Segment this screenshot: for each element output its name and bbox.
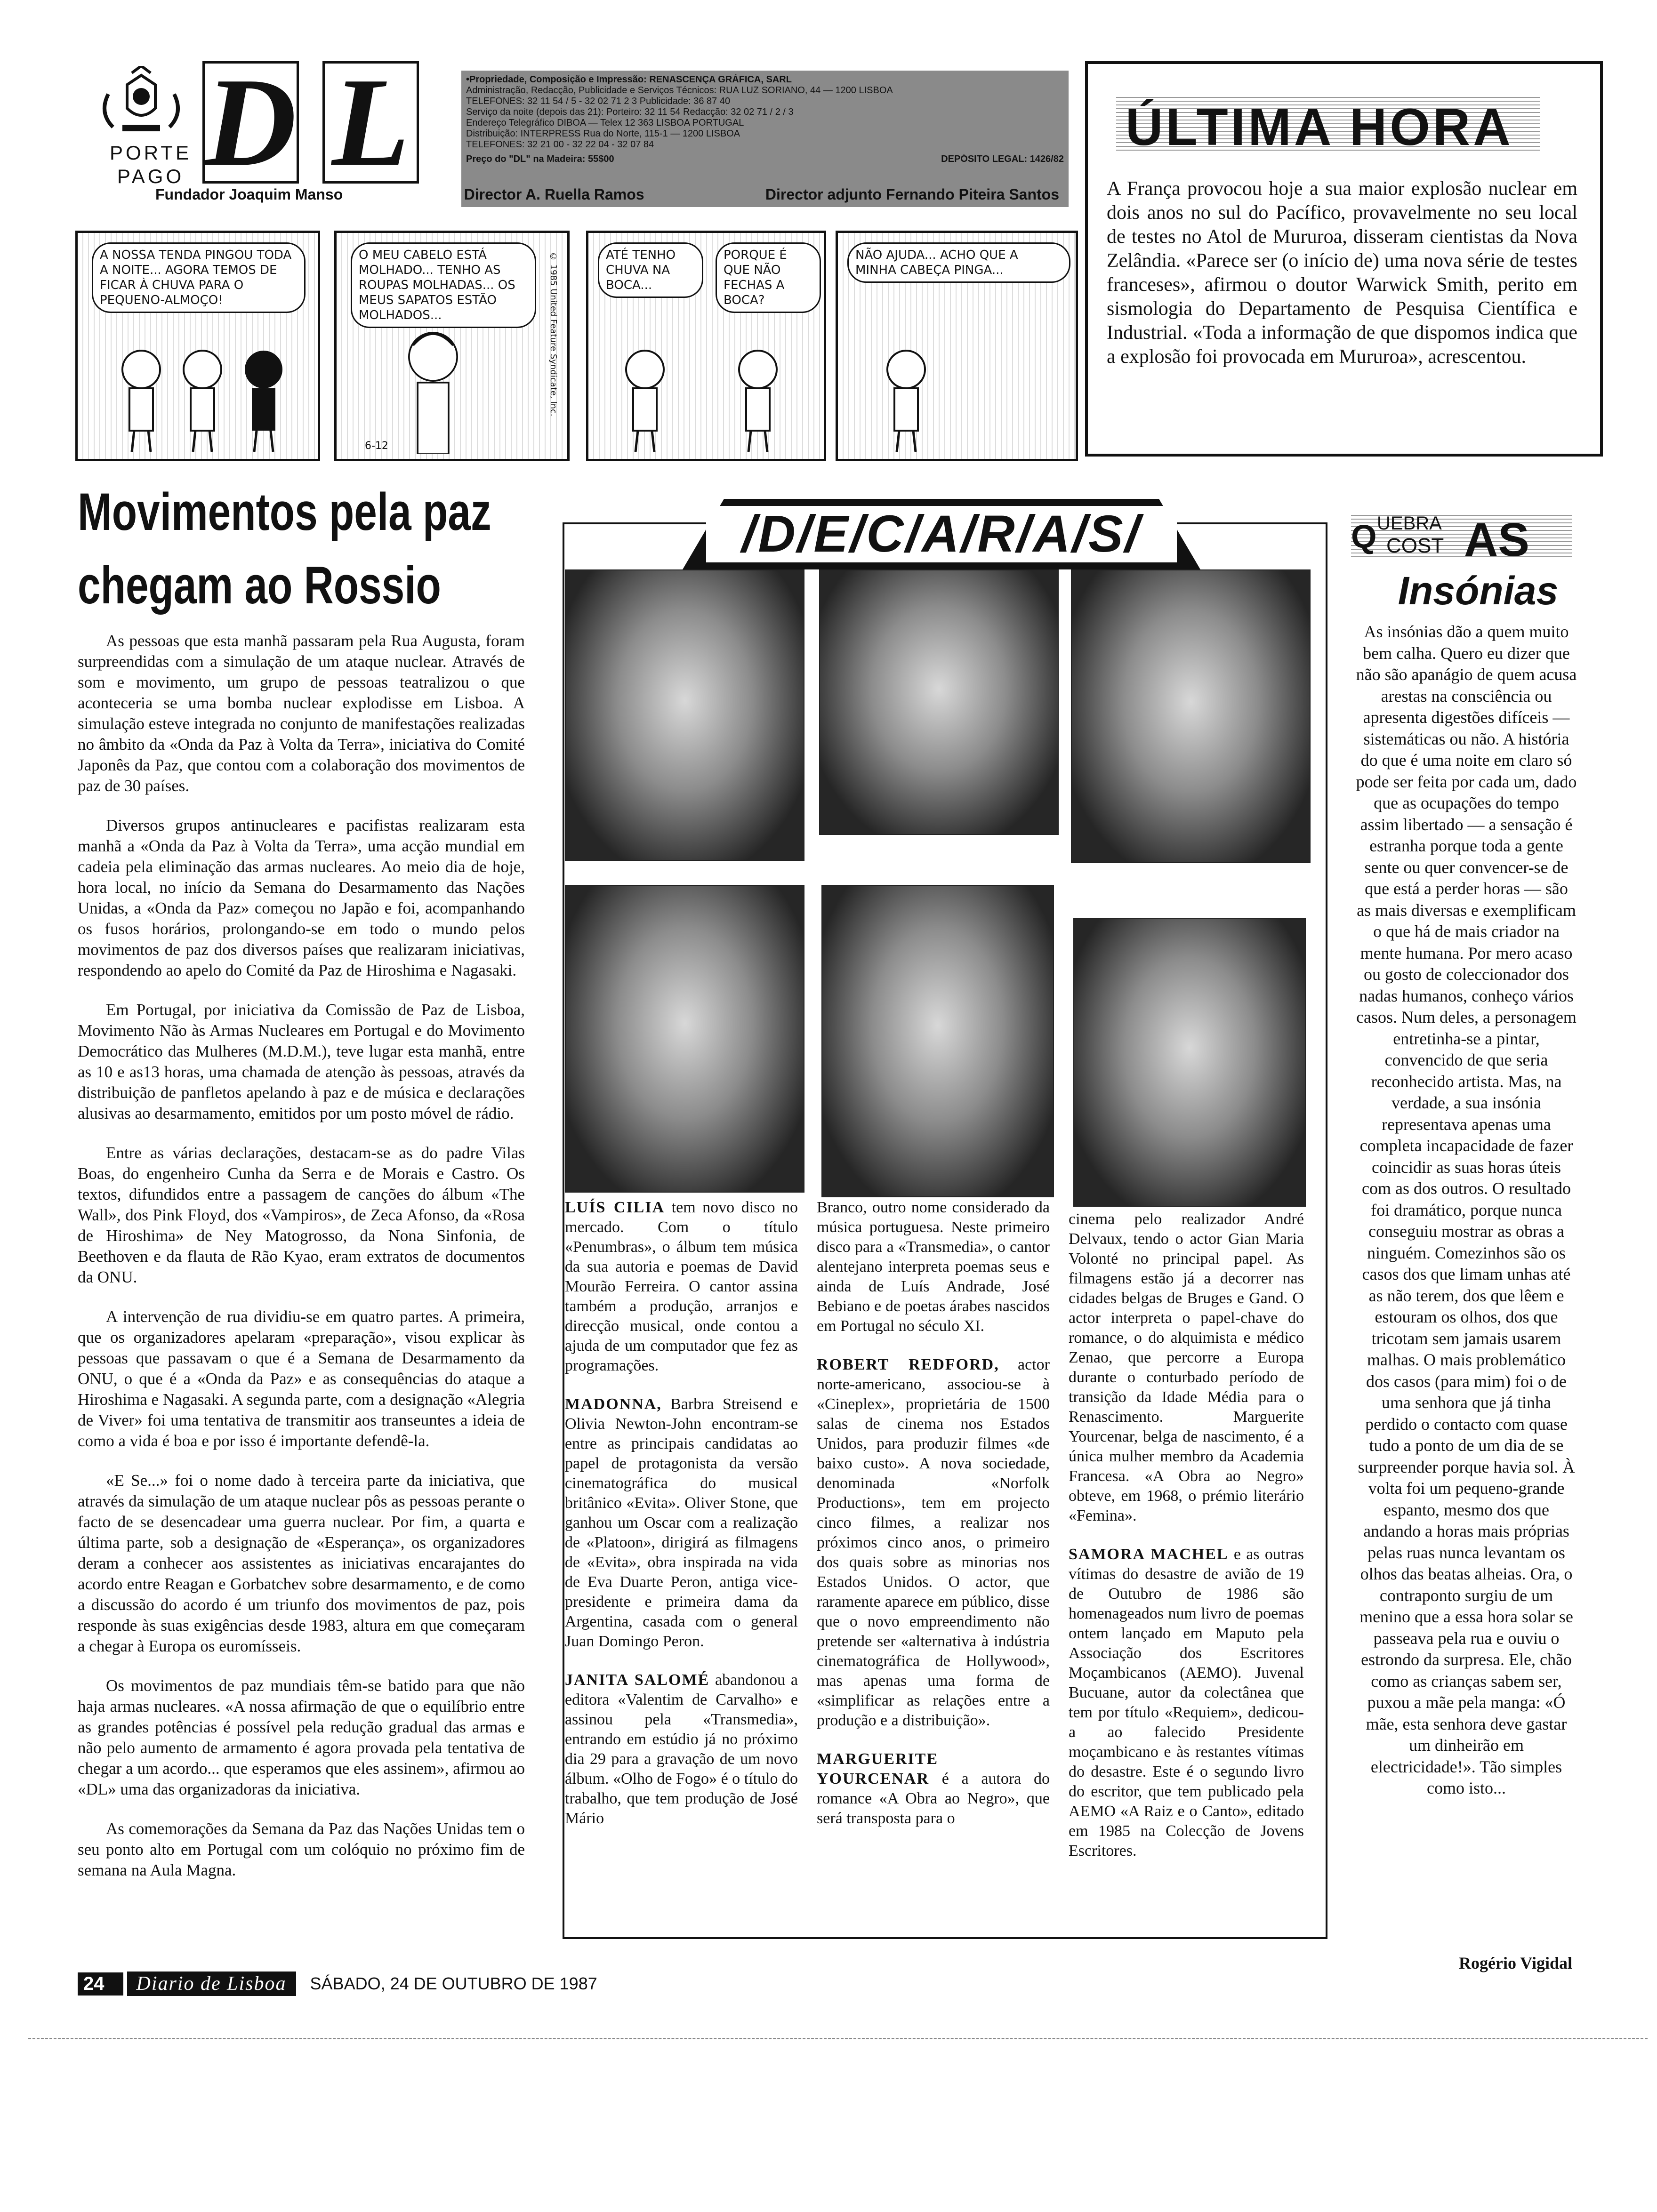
ultima-hora-text: A França provocou hoje a sua maior explosão nuclear em dois anos no sul do Pacífico, provavelmente no seu local de testes no Atol de Mururoa, disseram cientistas da Nova Zelândia. «Parece ser (o início de) uma nova série de testes franceses», afirmou o doutor Warwick Smith, perito em sismologia do Departamento de Pesquisa Científica e Industrial. «Toda a informação de que dispomos indica que a explosão foi provocada em Mururoa», acrescentou.: [1107, 178, 1577, 368]
decaras-item-name: SAMORA MACHEL: [1069, 1546, 1229, 1563]
decaras-item: [1069, 1210, 1304, 1526]
child-figure-icon: [876, 346, 937, 454]
porte-pago-label: [104, 141, 198, 188]
legal-deposit-text: DEPÓSITO LEGAL: 1426/82: [941, 154, 1064, 164]
photo-madonna: [819, 569, 1059, 835]
ultima-hora-title: ÚLTIMA HORA: [1126, 98, 1513, 156]
logo-letter-l: L: [322, 61, 419, 184]
child-figure-icon: [181, 346, 224, 454]
child-figure-icon: [242, 346, 285, 454]
comic-panel-4: [836, 231, 1078, 461]
decaras-item-text: actor norte-americano, associou-se à «Cineplex», proprietária de 1500 salas de cinema nos Estados Unidos, para produzir filmes «de baixo custo». A nova sociedade, denominada «Norfolk Productions», tem em projecto cinco filmes, a realizar nos próximos cinco anos, o primeiro dos quais sobre as minorias nos Estados Unidos. O actor, que raramente aparece em público, disse que o novo empreendimento não pretende ser «alternativa à indústria cinematográfica de Hollywood», mas apenas uma forma de «simplificar as relações entre a produção e a distribuição».: [817, 1356, 1050, 1729]
comic-panel-2: [334, 231, 570, 461]
decaras-item-text: Branco, outro nome considerado da música portuguesa. Neste primeiro disco para a «Transmedia», o cantor alentejano interpreta poemas seus e ainda de Luís Andrade, José Bebiano e de poetas árabes nascidos em Portugal no século XI.: [817, 1199, 1050, 1335]
decaras-item-name: LUÍS CILIA: [565, 1199, 665, 1216]
article-paragraph: «E Se...» foi o nome dado à terceira parte da iniciativa, que através da simulação de um ataque nuclear pôs as pessoas perante o facto de se desencadear uma guerra nuclear. Por fim, a quarta e última parte, sob a designação de «Esperança», os organizadores deram a conhecer aos assistentes as iniciativas encarajantes do acordo entre Reagan e Gorbatchev sobre desarmamento, e de como a discussão do acordo é um triunfo dos movimentos de paz, pois responde às suas exigências desde 1983, altura em que começaram a chegar à Europa os euromísseis.: [78, 1471, 525, 1655]
imprint-line: Endereço Telegráfico DIBOA — Telex 12 363 LISBOA PORTUGAL: [466, 118, 744, 128]
decaras-item-name: MADONNA,: [565, 1395, 662, 1413]
decaras-item-text: Barbra Streisend e Olivia Newton-John encontram-se entre as principais candidatas ao papel de protagonista da versão cinematográfica do musical britânico «Evita». Oliver Stone, que ganhou um Oscar com a realização de «Platoon», dirigirá as filmagens de «Evita», obra inspirada na vida de Eva Duarte Peron, antiga vice-presidente e primeira dama da Argentina, casada com o general Juan Domingo Peron.: [565, 1395, 798, 1650]
paper-name: Diario de Lisboa: [127, 1972, 296, 1996]
photo-luis-cilia: [565, 569, 804, 861]
pago-text: PAGO: [117, 165, 185, 187]
page-number: 24: [78, 1972, 123, 1996]
imprint-line: TELEFONES: 32 11 54 / 5 - 32 02 71 2 3 Publicidade: 36 87 40: [466, 96, 731, 106]
quebra-costas-headline: Insónias: [1398, 569, 1559, 613]
price-text: Preço do "DL" na Madeira: 55$00: [466, 154, 614, 164]
quebra-costas-as: AS: [1464, 513, 1529, 566]
photo-marguerite-yourcenar: [565, 885, 804, 1193]
decaras-item: [565, 1670, 798, 1828]
quebra-costas-small-1: UEBRA: [1377, 513, 1442, 534]
decaras-item-name: ROBERT REDFORD,: [817, 1356, 999, 1373]
speech-bubble: NÃO AJUDA... ACHO QUE A MINHA CABEÇA PINGA...: [847, 242, 1070, 283]
decaras-item-text: cinema pelo realizador André Delvaux, tendo o actor Gian Maria Volonté no principal papel. As filmagens estão já a decorrer nas cidades belgas de Bruges e Gand. O actor interpreta o papel-chave do romance, o do alquimista e médico Zenao, que percorre a Europa durante o conturbado período de transição da Idade Média para o Renascimento. Marguerite Yourcenar, belga de nascimento, é a única mulher membro da Academia Francesa. «A Obra ao Negro» obteve, em 1968, o prémio literário «Femina».: [1069, 1210, 1304, 1524]
photo-samora-machel: [1073, 918, 1306, 1207]
coat-of-arms-icon: [94, 66, 188, 146]
decaras-item: [1069, 1545, 1304, 1861]
child-figure-icon: [730, 346, 786, 454]
quebra-costas-q: Q: [1351, 518, 1377, 555]
decaras-title: /D/E/C/A/R/A/S/: [741, 505, 1142, 563]
decaras-item-name: MARGUERITE YOURCENAR: [817, 1750, 939, 1787]
decaras-item-name: JANITA SALOMÉ: [565, 1671, 710, 1689]
page-edge-line: [28, 2038, 1648, 2039]
decaras-item-text: e as outras vítimas do desastre de avião de 19 de Outubro de 1986 são homenageados num livro de poemas ontem lançado em Maputo pela Associação dos Escritores Moçambicanos (AEMO). Juvenal Bucuane, autor da colectânea que tem por título «Requiem», dedicou-a ao falecido Presidente moçambicano e às restantes vítimas do desastre. Este é o segundo livro do escritor, que tem publicado pela AEMO «A Raiz e o Canto», editado em 1985 na Colecção de Jovens Escritores.: [1069, 1546, 1304, 1859]
headline-line: chegam ao Rossio: [78, 556, 441, 615]
speech-bubble: A NOSSA TENDA PINGOU TODA A NOITE... AGORA TEMOS DE FICAR À CHUVA PARA O PEQUENO-ALMOÇO!: [92, 242, 306, 313]
article-paragraph: Diversos grupos antinucleares e pacifistas realizaram esta manhã a «Onda da Paz à Volta da Terra», uma acção mundial em cadeia pela eliminação das armas nucleares. Ao meio dia de hoje, hora local, no início da Semana do Desarmamento das Nações Unidas, a «Onda da Paz» começou no Japão e foi, acompanhando os fusos horários, prolongando-se em todo o mundo pelos movimentos de paz dos diversos países que realizaram iniciativas, respondendo ao apelo do Comité da Paz de Hiroshima e Nagasaki.: [78, 816, 525, 979]
photo-robert-redford: [1071, 569, 1311, 863]
comic-panel-3: [586, 231, 826, 461]
decaras-item: [817, 1749, 1050, 1828]
imprint-line: Serviço da noite (depois das 21): Porteiro: 32 11 54 Redacção: 32 02 71 / 2 / 3: [466, 107, 794, 117]
logo-letter-d: D: [202, 61, 299, 184]
decaras-column-2: [817, 1198, 1050, 1847]
child-figure-icon: [120, 346, 162, 454]
imprint-line: TELEFONES: 32 21 00 - 32 22 04 - 32 07 84: [466, 139, 654, 150]
quebra-costas-small-2: COST: [1386, 534, 1444, 557]
founder-text: Fundador Joaquim Manso: [155, 186, 343, 203]
decaras-column-3: [1069, 1210, 1304, 1880]
decaras-item: [817, 1198, 1050, 1336]
speech-bubble: ATÉ TENHO CHUVA NA BOCA...: [598, 242, 703, 298]
speech-bubble: O MEU CABELO ESTÁ MOLHADO... TENHO AS ROUPAS MOLHADAS... OS MEUS SAPATOS ESTÃO MOLHADOS...: [351, 242, 536, 328]
decaras-item: [565, 1395, 798, 1651]
copyright-text: © 1985 United Feature Syndicate, Inc.: [548, 252, 558, 417]
child-figure-icon: [393, 322, 473, 454]
author-byline: Rogério Vigidal: [1459, 1954, 1572, 1972]
child-figure-icon: [617, 346, 673, 454]
quebra-costas-logo: [1351, 508, 1577, 574]
decaras-item: [817, 1355, 1050, 1731]
masthead: [75, 52, 1069, 216]
article-paragraph: Os movimentos de paz mundiais têm-se batido para que não haja armas nucleares. «A nossa afirmação de que o equilíbrio entre as grandes potências é possível pela redução gradual das armas e não pelo aumento de armamento é agora provada pela tentativa de chegar a um acordo... que esperamos que eles assinem», afirmou ao «DL» uma das organizadoras da iniciativa.: [78, 1676, 525, 1798]
main-article-body: [78, 631, 525, 1899]
photo-janita-salome: [821, 885, 1054, 1197]
article-paragraph: A intervenção de rua dividiu-se em quatro partes. A primeira, que os organizadores apelaram «preparação», visou explicar às pessoas que passavam o que é a Semana de Desarmamento da ONU, o que é a «Onda da Paz» e as consequências do ataque a Hiroshima e Nagasaki. A segunda parte, com a designação «Alegria de Viver» foi uma tentativa de transmitir aos transeuntes a ideia de como a vida é boa e por isso é importante defendê-la.: [78, 1307, 525, 1450]
article-paragraph: Em Portugal, por iniciativa da Comissão de Paz de Lisboa, Movimento Não às Armas Nucleares em Portugal e do Movimento Democrático das Mulheres (M.D.M.), teve lugar esta manhã, entre as 10 e as13 horas, uma chamada de atenção às pessoas, através da distribuição de panfletos apelando à paz e de música e declarações alusivas ao desarmamento, emitidos por um posto móvel de rádio.: [78, 1001, 525, 1122]
decaras-item-text: tem novo disco no mercado. Com o título «Penumbras», o álbum tem música da sua autoria e poemas de David Mourão Ferreira. O cantor assina também a produção, arranjos e direcção musical, onde contou a ajuda de um computador que fez as programações.: [565, 1199, 798, 1374]
decaras-item-text: é a autora do romance «A Obra ao Negro», que será transposta para o: [817, 1770, 1050, 1827]
article-paragraph: As pessoas que esta manhã passaram pela Rua Augusta, foram surpreendidas com a simulação de um ataque nuclear. Através de som e movimento, um grupo de pessoas teatralizou o que aconteceria se uma bomba nuclear explodisse em Lisboa. A simulação esteve integrada no conjunto de manifestações realizadas no âmbito da «Onda da Paz à Volta da Terra», iniciativa do Comité Japonês da Paz, que contou com a colaboração dos movimentos de paz de 30 países.: [78, 632, 525, 795]
strip-date: 6-12: [365, 440, 388, 452]
speech-bubble: PORQUE É QUE NÃO FECHAS A BOCA?: [716, 242, 821, 313]
decaras-item-text: abandonou a editora «Valentim de Carvalho» e assinou pela «Transmedia», entrando em estúdio já no próximo dia 29 para a gravação de um novo álbum. «Olho de Fogo» é o título do trabalho, que tem produção de José Mário: [565, 1671, 798, 1827]
article-paragraph: Entre as várias declarações, destacam-se as do padre Vilas Boas, do engenheiro Cunha da Serra e de Morais e Castro. Os textos, difundidos entre a passagem de canções do álbum «The Wall», dos Pink Floyd, dos «Vampiros», de Zeca Afonso, da «Rosa de Hiroshima» de Ney Matogrosso, da Nona Sinfonia, de Beethoven e da flauta de Rão Kyao, eram extratos de documentos da ONU.: [78, 1144, 525, 1286]
main-headline: [78, 475, 491, 622]
decaras-item: [565, 1198, 798, 1376]
article-paragraph: As comemorações da Semana da Paz das Nações Unidas tem o seu ponto alto em Portugal com um colóquio no próximo fim de semana na Aula Magna.: [78, 1819, 525, 1879]
imprint-line: Administração, Redacção, Publicidade e Serviços Técnicos: RUA LUZ SORIANO, 44 — 1200 LISBOA: [466, 85, 893, 96]
imprint-line: •Propriedade, Composição e Impressão: RENASCENÇA GRÁFICA, SARL: [466, 74, 792, 85]
staff-line: [155, 186, 1059, 203]
deputy-director-text: Director adjunto Fernando Piteira Santos: [765, 186, 1059, 203]
issue-date: SÁBADO, 24 DE OUTUBRO DE 1987: [310, 1974, 597, 1993]
decaras-column-1: [565, 1198, 798, 1847]
page-footer: [78, 1970, 1302, 1998]
imprint-line: Distribuição: INTERPRESS Rua do Norte, 115-1 — 1200 LISBOA: [466, 128, 740, 139]
director-text: Director A. Ruella Ramos: [464, 186, 644, 203]
porte-text: PORTE: [110, 142, 192, 164]
quebra-costas-text: As insónias dão a quem muito bem calha. Quero eu dizer que não são apanágio de quem acusa arestas na consciência ou apresenta digestões difíceis — sistemáticas ou não. A história do que é uma noite em claro só pode ser feita por cada um, dado que as ocupações do tempo assim libertado — a sensação é estranha porque toda a gente sente ou quer convencer-se de que está a perder horas — são as mais diversas e exemplificam o que há de mais criador na mente humana. Por mero acaso ou gosto de coleccionador dos nadas humanos, conheço vários casos. Num deles, a personagem entretinha-se a pintar, convencido de que seria reconhecido artista. Mas, na verdade, a sua insónia representava apenas uma completa incapacidade de fazer coincidir as suas horas úteis com as dos outros. O resultado foi dramático, porque nunca conseguiu mostrar as obras a ninguém. Comezinhos são os casos dos que limam unhas até as não terem, dos que lêem e estouram os olhos, dos que tricotam sem jamais usarem malhas. O mais problemático dos casos (para mim) foi o de uma senhora que já tinha perdido o contacto com quase tudo a ponto de um dia de se surpreender porque havia sol. À volta foi um pequeno-grande espanto, mesmo dos que andando a horas mais próprias pelas ruas nunca levantam os olhos das beatas alheias. Ora, o contraponto surgiu de um menino que a essa hora solar se passeava pela rua e ouviu o estrondo da surpresa. Ele, chão como as crianças sabem ser, puxou a mãe pela manga: «Ó mãe, esta senhora deve gastar um dinheirão em electricidade!». Tão simples como isto...: [1356, 622, 1577, 1797]
comic-panel-1: [75, 231, 320, 461]
headline-line: Movimentos pela paz: [78, 482, 491, 541]
ultima-hora-box: [1085, 61, 1603, 457]
